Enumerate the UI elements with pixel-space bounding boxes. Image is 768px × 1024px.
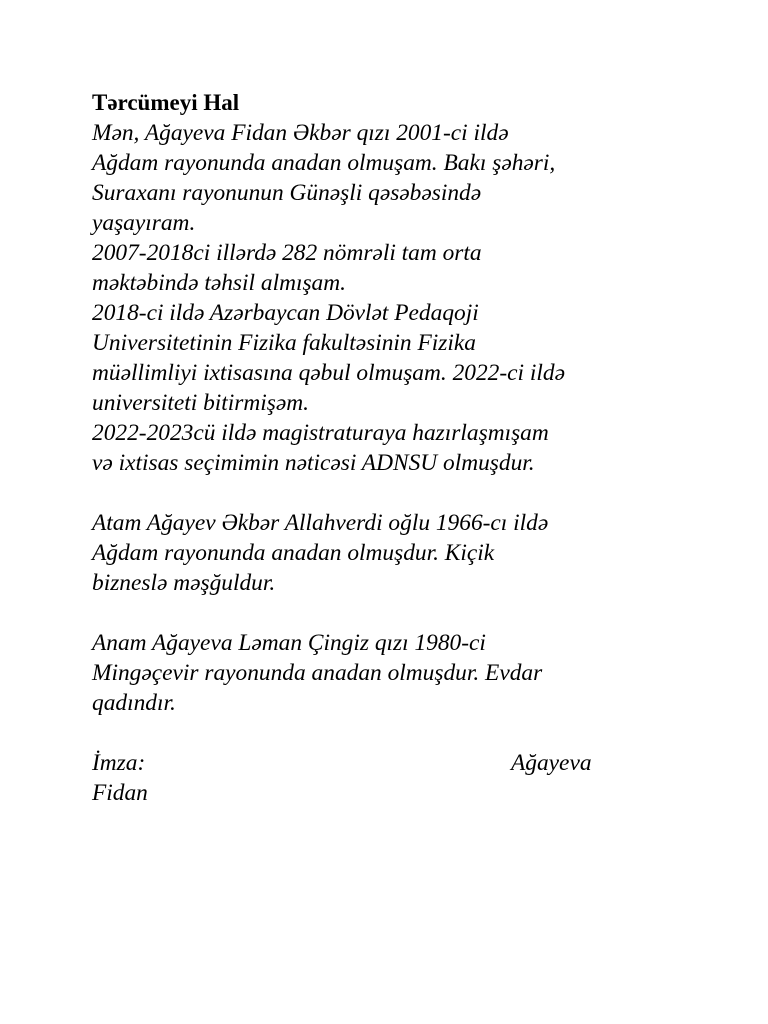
signature-row bbox=[92, 748, 682, 778]
paragraph-spacer bbox=[92, 478, 682, 508]
signature-name-given: Fidan bbox=[92, 780, 148, 806]
paragraph-biography: Mən, Ağayeva Fidan Əkbər qızı 2001-ci ildə Ağdam rayonunda anadan olmuşam. Bakı şəhəri, Suraxanı rayonunun Günəşli qəsəbəsində yaşayıram. 2007-2018ci illərdə 282 nömrəli tam orta məktəbində təhsil almışam. 2018-ci ildə Azərbaycan Dövlət Pedaqoji Universitetinin Fizika fakultəsinin Fizika müəllimliyi ixtisasına qəbul olmuşam. 2022-ci ildə universiteti bitirmişəm. 2022-2023cü ildə magistraturaya hazırlaşmışam və ixtisas seçimimin nəticəsi ADNSU olmuşdur. bbox=[92, 120, 565, 476]
signature-label: İmza: bbox=[92, 750, 146, 776]
paragraph-spacer bbox=[92, 718, 682, 748]
document-title: Tərcümeyi Hal bbox=[92, 90, 240, 115]
document-page bbox=[92, 88, 682, 808]
paragraph-father: Atam Ağayev Əkbər Allahverdi oğlu 1966-cı ildə Ağdam rayonunda anadan olmuşdur. Kiçik bizneslə məşğuldur. bbox=[92, 510, 549, 596]
paragraph-mother: Anam Ağayeva Ləman Çingiz qızı 1980-ci Mingəçevir rayonunda anadan olmuşdur. Evdar qadındır. bbox=[92, 630, 543, 716]
paragraph-spacer bbox=[92, 598, 682, 628]
signature-name-surname: Ağayeva bbox=[511, 750, 592, 776]
